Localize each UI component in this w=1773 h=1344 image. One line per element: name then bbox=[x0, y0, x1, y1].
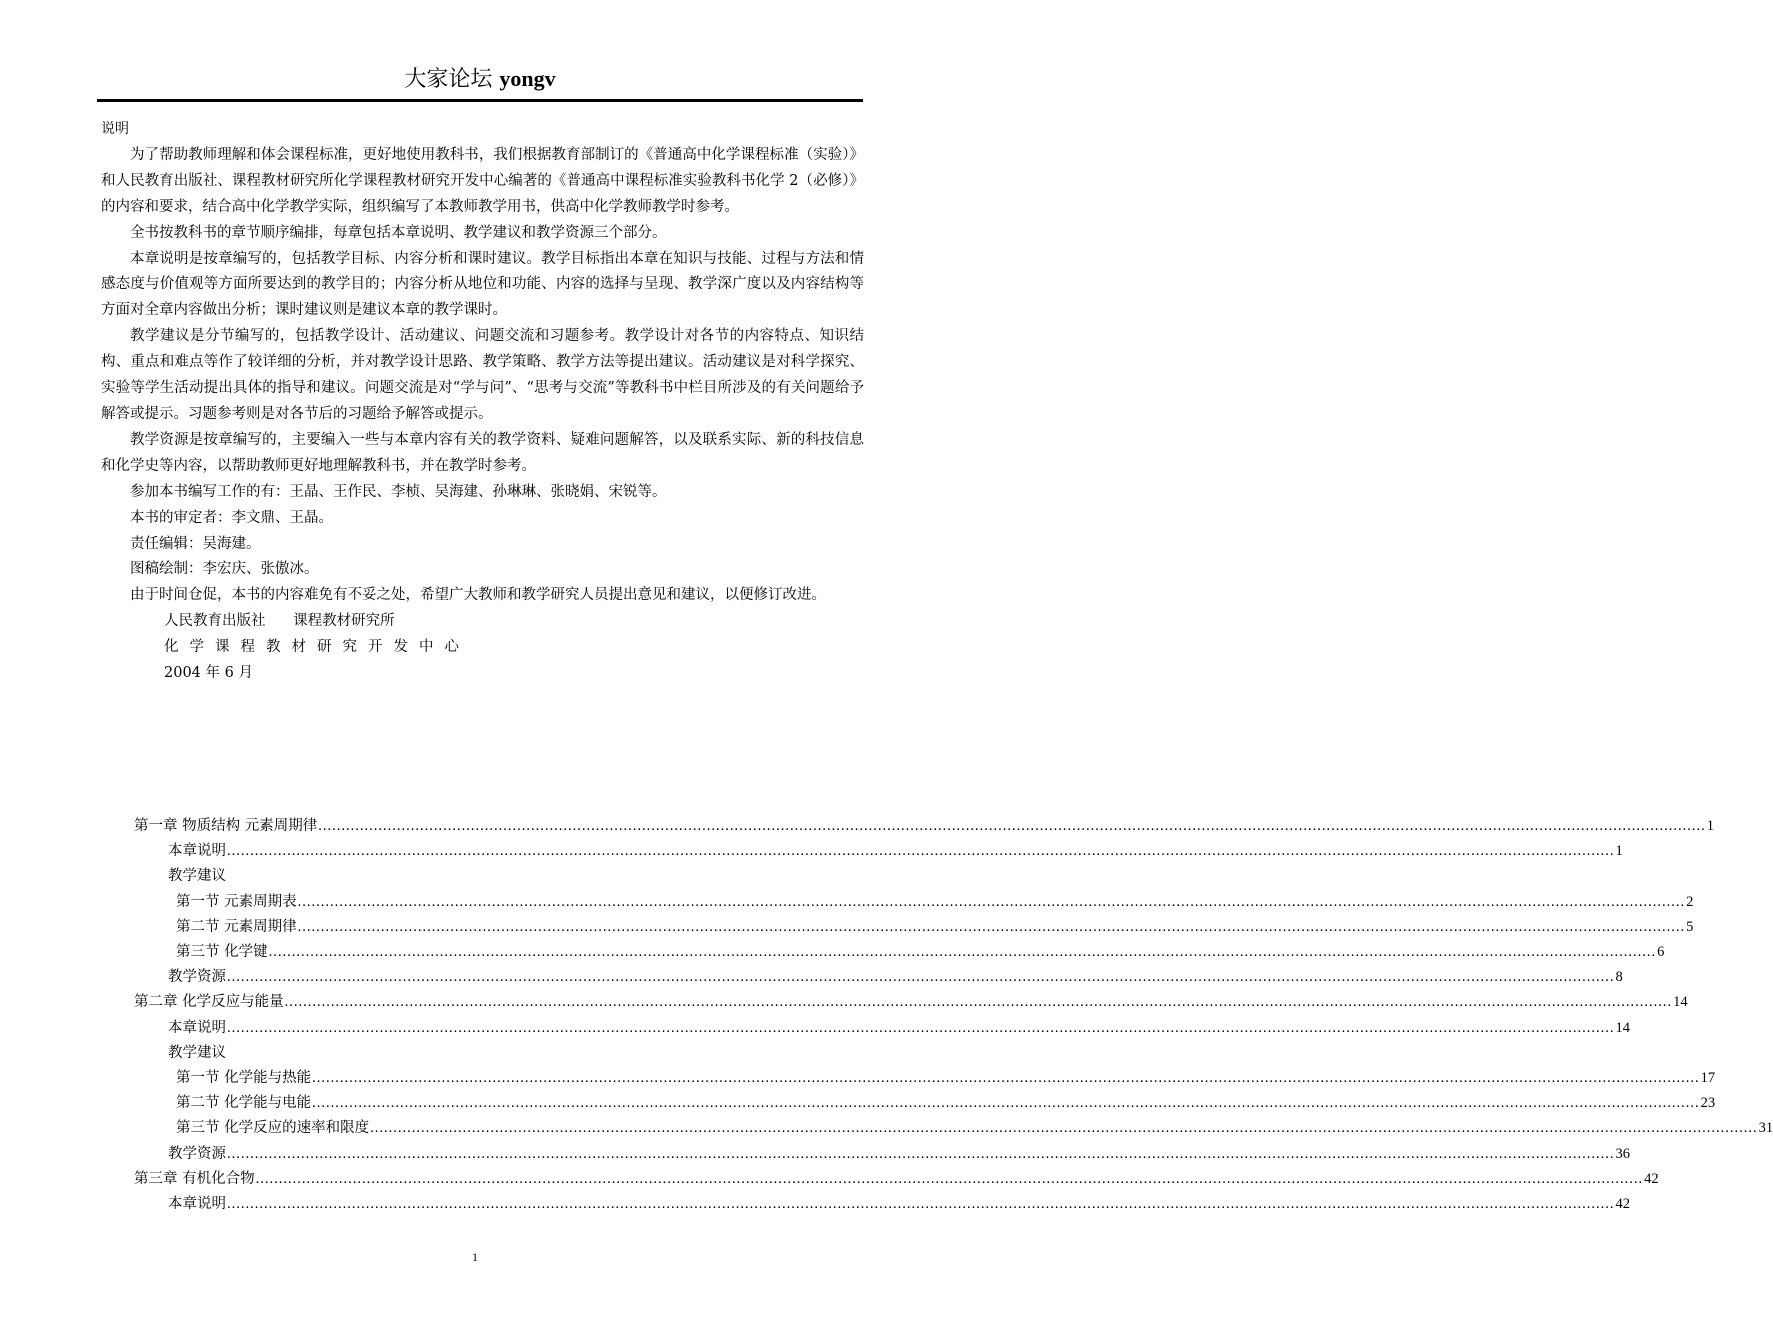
intro-paragraph: 责任编辑：吴海建。 bbox=[130, 535, 261, 552]
toc-leader-dots: ............................................................................................................................................................................................................................................................................................................ bbox=[312, 1095, 1700, 1112]
toc-leader-dots: ............................................................................................................................................................................................................................................................................................................ bbox=[318, 818, 1706, 834]
toc-entry-page: 5 bbox=[1686, 918, 1694, 935]
page-header bbox=[97, 62, 863, 97]
header-brand: yongv bbox=[499, 66, 556, 91]
toc-entry-title: 本章说明 bbox=[168, 843, 226, 860]
page-number: 1 bbox=[472, 1250, 478, 1264]
toc-entry-title: 本章说明 bbox=[168, 1019, 226, 1036]
toc-leader-dots: ............................................................................................................................................................................................................................................................................................................ bbox=[227, 843, 1615, 860]
toc-entry-page: 14 bbox=[1615, 1019, 1630, 1036]
toc-entry-page: 6 bbox=[1657, 944, 1665, 961]
toc-entry-title: 第二节 化学能与电能 bbox=[176, 1095, 312, 1112]
toc-entry[interactable] bbox=[134, 1066, 1716, 1091]
toc-leader-dots: ............................................................................................................................................................................................................................................................................................................ bbox=[227, 1196, 1615, 1213]
toc-entry[interactable] bbox=[134, 1041, 834, 1066]
toc-entry-page: 8 bbox=[1615, 969, 1623, 986]
toc-leader-dots: ............................................................................................................................................................................................................................................................................................................ bbox=[255, 1170, 1644, 1187]
toc-entry-page: 1 bbox=[1615, 843, 1623, 860]
toc-leader-dots: ............................................................................................................................................................................................................................................................................................................ bbox=[227, 1019, 1615, 1036]
toc-entry-title: 教学建议 bbox=[168, 1044, 226, 1061]
intro-paragraph: 参加本书编写工作的有：王晶、王作民、李桢、吴海建、孙琳琳、张晓娟、宋锐等。 bbox=[130, 483, 667, 500]
toc-entry[interactable] bbox=[134, 1142, 1630, 1167]
toc-entry-page: 1 bbox=[1706, 818, 1714, 834]
intro-paragraph: 为了帮助教师理解和体会课程标准，更好地使用教科书，我们根据教育部制订的《普通高中化学课程标准（实验）》和人民教育出版社、课程教材研究所化学课程教材研究开发中心编著的《普通高中课程标准实验教科书化学 2（必修）》的内容和要求，结合高中化学教学实际，组织编写了本教师教学用书，供高中化学教师教学时参考。 bbox=[101, 146, 864, 215]
toc-entry[interactable] bbox=[134, 990, 1688, 1015]
intro-title: 说明 bbox=[101, 121, 129, 137]
toc-entry-title: 本章说明 bbox=[168, 1196, 226, 1213]
intro-paragraph: 本章说明是按章编写的，包括教学目标、内容分析和课时建议。教学目标指出本章在知识与技能、过程与方法和情感态度与价值观等方面所要达到的教学目的；内容分析从地位和功能、内容的选择与呈现、教学深广度以及内容结构等方面对全章内容做出分析；课时建议则是建议本章的教学课时。 bbox=[101, 250, 864, 319]
toc-leader-dots: ............................................................................................................................................................................................................................................................................................................ bbox=[284, 994, 1673, 1011]
toc-entry-page: 42 bbox=[1615, 1196, 1630, 1213]
toc-entry-title: 第三节 化学反应的速率和限度 bbox=[176, 1120, 370, 1137]
toc-entry[interactable] bbox=[134, 965, 1623, 990]
toc-entry[interactable] bbox=[134, 940, 1665, 965]
toc-entry-title: 第三章 有机化合物 bbox=[134, 1170, 255, 1187]
toc-entry-title: 第三节 化学键 bbox=[176, 944, 268, 961]
toc-leader-dots: ............................................................................................................................................................................................................................................................................................................ bbox=[227, 1145, 1615, 1162]
toc-entry[interactable] bbox=[134, 1116, 1773, 1141]
toc-entry-title: 教学建议 bbox=[168, 868, 226, 885]
intro-paragraph: 教学建议是分节编写的，包括教学设计、活动建议、问题交流和习题参考。教学设计对各节的内容特点、知识结构、重点和难点等作了较详细的分析，并对教学设计思路、教学策略、教学方法等提出建议。活动建议是对科学探究、实验等学生活动提出具体的指导和建议。问题交流是对“学与问”、“思考与交流”等教科书中栏目所涉及的有关问题给予解答或提示。习题参考则是对各节后的习题给予解答或提示。 bbox=[101, 328, 864, 422]
header-divider bbox=[97, 99, 863, 102]
toc-entry-title: 第一章 物质结构 元素周期律 bbox=[134, 818, 318, 834]
signature-publisher: 人民教育出版社 课程教材研究所 bbox=[164, 613, 395, 630]
signature-date: 2004 年 6 月 bbox=[164, 665, 253, 682]
toc-entry-page: 17 bbox=[1700, 1070, 1716, 1087]
intro-paragraph: 教学资源是按章编写的，主要编入一些与本章内容有关的教学资料、疑难问题解答，以及联系实际、新的科技信息和化学史等内容，以帮助教师更好地理解教科书，并在教学时参考。 bbox=[101, 431, 864, 474]
toc-entry[interactable] bbox=[134, 814, 1714, 839]
toc-entry[interactable] bbox=[134, 915, 1694, 940]
toc-entry[interactable] bbox=[134, 1016, 1630, 1041]
intro-paragraph: 全书按教科书的章节顺序编排，每章包括本章说明、教学建议和教学资源三个部分。 bbox=[130, 224, 667, 241]
toc-entry-title: 教学资源 bbox=[168, 969, 226, 986]
header-title: 大家论坛 bbox=[404, 67, 500, 92]
toc-entry-page: 23 bbox=[1700, 1095, 1716, 1112]
intro-section bbox=[101, 117, 864, 687]
toc-entry[interactable] bbox=[134, 864, 834, 889]
toc-entry[interactable] bbox=[134, 1167, 1659, 1192]
toc-entry-title: 第二章 化学反应与能量 bbox=[134, 994, 284, 1011]
toc-entry-page: 42 bbox=[1644, 1170, 1659, 1187]
toc-entry-page: 36 bbox=[1615, 1145, 1630, 1162]
table-of-contents bbox=[134, 814, 1773, 1217]
intro-paragraph: 本书的审定者：李文鼎、王晶。 bbox=[130, 509, 333, 526]
toc-entry[interactable] bbox=[134, 1192, 1630, 1217]
toc-entry-page: 14 bbox=[1673, 994, 1688, 1011]
toc-entry[interactable] bbox=[134, 890, 1694, 915]
toc-leader-dots: ............................................................................................................................................................................................................................................................................................................ bbox=[312, 1070, 1700, 1087]
toc-leader-dots: ............................................................................................................................................................................................................................................................................................................ bbox=[227, 969, 1615, 986]
intro-paragraph: 图稿绘制：李宏庆、张傲冰。 bbox=[130, 561, 319, 578]
toc-leader-dots: ............................................................................................................................................................................................................................................................................................................ bbox=[370, 1120, 1758, 1137]
toc-entry-page: 31 bbox=[1758, 1120, 1773, 1137]
toc-entry-title: 教学资源 bbox=[168, 1145, 226, 1162]
intro-paragraph: 由于时间仓促，本书的内容难免有不妥之处，希望广大教师和教学研究人员提出意见和建议，以便修订改进。 bbox=[130, 587, 826, 604]
toc-entry[interactable] bbox=[134, 839, 1623, 864]
toc-entry-title: 第二节 元素周期律 bbox=[176, 918, 297, 935]
toc-leader-dots: ............................................................................................................................................................................................................................................................................................................ bbox=[297, 893, 1686, 910]
toc-leader-dots: ............................................................................................................................................................................................................................................................................................................ bbox=[297, 918, 1686, 935]
toc-entry[interactable] bbox=[134, 1091, 1716, 1116]
toc-entry-title: 第一节 化学能与热能 bbox=[176, 1070, 312, 1087]
toc-entry-page: 2 bbox=[1686, 893, 1694, 910]
signature-center: 化学课程教材研究开发中心 bbox=[164, 639, 470, 656]
toc-entry-title: 第一节 元素周期表 bbox=[176, 893, 297, 910]
toc-leader-dots: ............................................................................................................................................................................................................................................................................................................ bbox=[268, 944, 1657, 961]
